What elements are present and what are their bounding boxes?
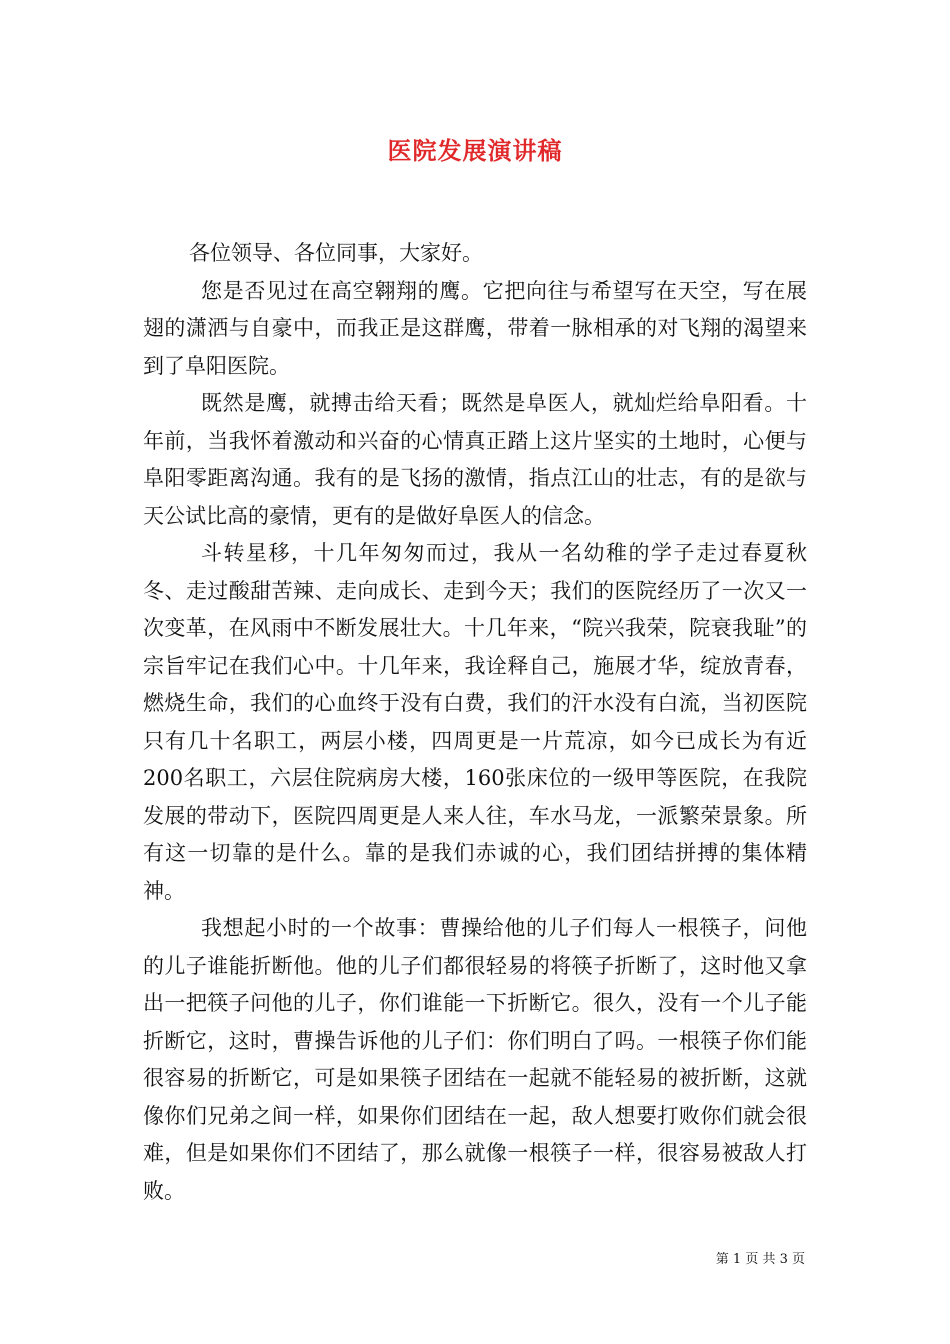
paragraph-development: 斗转星移，十几年匆匆而过，我从一名幼稚的学子走过春夏秋冬、走过酸甜苦辣、走向成长、走到今天；我们的医院经历了一次又一次变革，在风雨中不断发展壮大。十几年来，“院兴我荣，院衰我耻”的宗旨牢记在我们心中。十几年来，我诠释自己，施展才华，绽放青春，燃烧生命，我们的心血终于没有白费，我们的汗水没有白流，当初医院只有几十名职工，两层小楼，四周更是一片荒凉，如今已成长为有近200名职工，六层住院病房大楼，160张床位的一级甲等医院，在我院发展的带动下，医院四周更是人来人往，车水马龙，一派繁荣景象。所有这一切靠的是什么。靠的是我们赤诚的心，我们团结拼搏的集体精神。 — [143, 541, 807, 903]
greeting-line: 各位领导、各位同事，大家好。 — [189, 241, 483, 265]
document-body — [143, 235, 807, 1210]
page-number-footer: 第 1 页 共 3 页 — [715, 1252, 805, 1267]
document-title: 医院发展演讲稿 — [387, 136, 563, 165]
paragraph-fuyang: 既然是鹰，就搏击给天看；既然是阜医人，就灿烂给阜阳看。十年前，当我怀着激动和兴奋的心情真正踏上这片坚实的土地时，心便与阜阳零距离沟通。我有的是飞扬的激情，指点江山的壮志，有的是欲与天公试比高的豪情，更有的是做好阜医人的信念。 — [143, 391, 807, 528]
paragraph-story: 我想起小时的一个故事：曹操给他的儿子们每人一根筷子，问他的儿子谁能折断他。他的儿子们都很轻易的将筷子折断了，这时他又拿出一把筷子问他的儿子，你们谁能一下折断它。很久，没有一个儿子能折断它，这时，曹操告诉他的儿子们：你们明白了吗。一根筷子你们能很容易的折断它，可是如果筷子团结在一起就不能轻易的被折断，这就像你们兄弟之间一样，如果你们团结在一起，敌人想要打败你们就会很难，但是如果你们不团结了，那么就像一根筷子一样，很容易被敌人打败。 — [143, 916, 807, 1203]
paragraph-eagle: 您是否见过在高空翱翔的鹰。它把向往与希望写在天空，写在展翅的潇洒与自豪中，而我正是这群鹰，带着一脉相承的对飞翔的渴望来到了阜阳医院。 — [143, 278, 807, 378]
